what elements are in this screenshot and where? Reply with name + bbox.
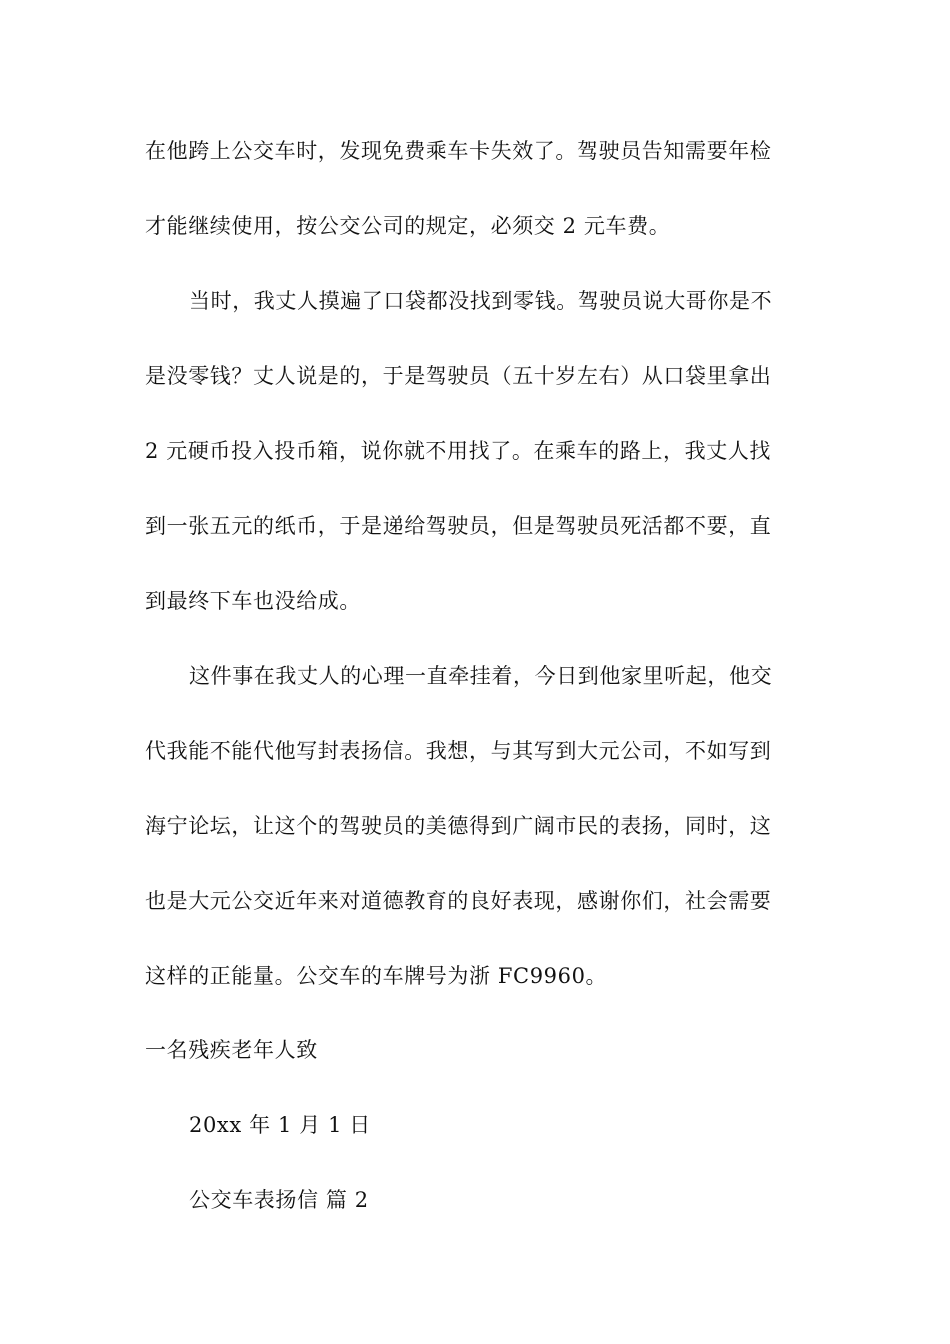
- paragraph-line: 2 元硬币投入投币箱，说你就不用找了。在乘车的路上，我丈人找: [145, 439, 772, 463]
- paragraph-line: 这件事在我丈人的心理一直牵挂着，今日到他家里听起，他交: [189, 664, 773, 688]
- paragraph-line: 也是大元公交近年来对道德教育的良好表现，感谢你们，社会需要: [145, 889, 772, 913]
- section-heading: 公交车表扬信 篇 2: [189, 1188, 369, 1212]
- paragraph-line: 到一张五元的纸币，于是递给驾驶员，但是驾驶员死活都不要，直: [145, 514, 772, 538]
- paragraph-line: 海宁论坛，让这个的驾驶员的美德得到广阔市民的表扬，同时，这: [145, 814, 772, 838]
- paragraph-line: 到最终下车也没给成。: [145, 589, 361, 613]
- paragraph-line: 这样的正能量。公交车的车牌号为浙 FC9960。: [145, 964, 608, 988]
- signature-line: 一名残疾老年人致: [145, 1038, 318, 1062]
- paragraph-line: 才能继续使用，按公交公司的规定，必须交 2 元车费。: [145, 214, 671, 238]
- paragraph-line: 当时，我丈人摸遍了口袋都没找到零钱。驾驶员说大哥你是不: [189, 289, 773, 313]
- paragraph-line: 代我能不能代他写封表扬信。我想，与其写到大元公司，不如写到: [145, 739, 772, 763]
- date-line: 20xx 年 1 月 1 日: [189, 1113, 371, 1137]
- paragraph-line: 是没零钱？丈人说是的，于是驾驶员（五十岁左右）从口袋里拿出: [145, 364, 772, 388]
- paragraph-line: 在他跨上公交车时，发现免费乘车卡失效了。驾驶员告知需要年检: [145, 139, 772, 163]
